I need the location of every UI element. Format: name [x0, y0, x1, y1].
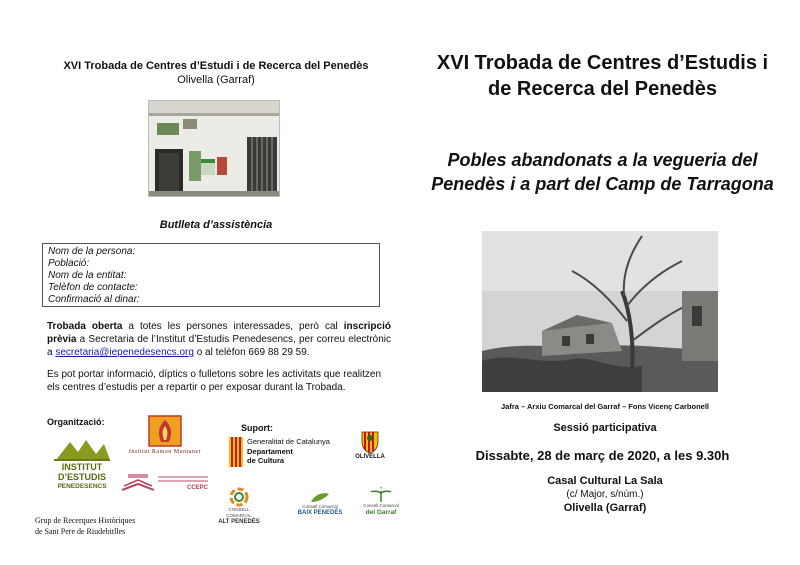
generalitat-culture: de Cultura: [247, 456, 285, 465]
baix-penedes-line1: Consell Comarcal: [302, 504, 338, 509]
form-field-name: Nom de la persona:: [48, 246, 136, 257]
support-label: Suport:: [241, 423, 273, 433]
form-field-town: Població:: [48, 258, 90, 269]
session-label: Sessió participativa: [553, 422, 657, 434]
grup-line2: de Sant Pere de Riudebitlles: [35, 527, 126, 536]
generalitat-name: Generalitat de Catalunya: [247, 437, 330, 446]
organization-label: Organització:: [47, 417, 105, 427]
form-field-entity: Nom de la entitat:: [48, 270, 127, 281]
prior-registration-text: inscripció prèvia: [47, 321, 391, 345]
garraf-line1: Consell Comarcal: [363, 503, 399, 508]
venue-town: Olivella (Garraf): [563, 502, 647, 514]
ccepc-book-icon: [120, 472, 156, 494]
irm-logo: [120, 414, 210, 462]
garraf-line2: del Garraf: [365, 509, 397, 516]
iep-line3: PENEDESENCS: [57, 483, 107, 490]
alt-penedes-ring-icon: [228, 487, 250, 507]
generalitat-logo: [229, 437, 339, 471]
materials-paragraph: Es pot portar informació, díptics o fulletons sobre les activitats que realitzen els centres d’estudis per a repartir o per exposar durant la Trobada.: [47, 369, 382, 393]
iep-line2: D’ESTUDIS: [57, 472, 106, 482]
text-span: a Secretaria de l’Institut d’Estudis Penedesencs, per correu electrònic a: [47, 334, 391, 358]
irm-flame-icon: [145, 414, 185, 448]
right-subtitle: Pobles abandonats a la vegueria del Penedès i a part del Camp de Tarragona: [431, 150, 774, 194]
ruins-photo: [482, 231, 718, 392]
registration-paragraph: [47, 320, 391, 359]
open-meeting-text: Trobada oberta: [47, 321, 123, 332]
attendance-form: [42, 243, 380, 307]
form-field-lunch: Confirmació al dinar:: [48, 294, 140, 305]
email-link[interactable]: secretaria@iepenedesencs.org: [55, 347, 194, 358]
ccepc-name: CCEPC: [186, 485, 208, 491]
text-span: o al telèfon 669 88 29 59.: [193, 347, 310, 358]
iep-emblem-icon: [52, 436, 112, 462]
generalitat-flag-icon: [229, 437, 243, 467]
irm-name: Institut Ramon Muntaner: [128, 449, 202, 455]
event-date: Dissabte, 28 de març de 2020, a les 9.30h: [475, 448, 730, 463]
baix-penedes-logo: [290, 492, 350, 520]
iep-logo: [47, 436, 117, 500]
olivella-shield-icon: [360, 430, 380, 454]
alt-penedes-line1: CONSELL COMARCAL: [226, 507, 252, 518]
form-field-phone: Telèfon de contacte:: [48, 282, 138, 293]
olivella-logo: [352, 430, 388, 464]
generalitat-dept: Departament: [247, 447, 293, 456]
alt-penedes-logo: [216, 487, 262, 523]
iep-line1: INSTITUT: [61, 462, 103, 472]
photo-caption: Jafra – Arxiu Comarcal del Garraf – Fons Vicenç Carbonell: [501, 402, 709, 411]
garraf-plant-icon: [369, 485, 393, 503]
grup-recerques-logo: [35, 515, 195, 537]
grup-line1: Grup de Recerques Històriques: [35, 516, 136, 525]
baix-penedes-leaf-icon: [309, 492, 331, 504]
left-title: XVI Trobada de Centres d’Estudi i de Recerca del Penedès: [63, 60, 369, 72]
venue-address: (c/ Major, s/núm.): [566, 489, 644, 500]
alt-penedes-line2: ALT PENEDÈS: [218, 519, 260, 525]
right-title: XVI Trobada de Centres d’Estudis i de Recerca del Penedès: [436, 52, 769, 100]
form-heading: Butlleta d’assistència: [159, 219, 273, 231]
building-photo: [148, 100, 280, 197]
venue-name: Casal Cultural La Sala: [547, 475, 663, 487]
garraf-logo: [356, 485, 406, 523]
olivella-name: OLIVELLA: [355, 454, 385, 460]
baix-penedes-line2: BAIX PENEDÈS: [297, 510, 343, 516]
ccepc-logo: [120, 472, 210, 502]
left-subtitle: Olivella (Garraf): [177, 74, 255, 86]
text-span: a totes les persones interessades, però cal: [122, 321, 344, 332]
